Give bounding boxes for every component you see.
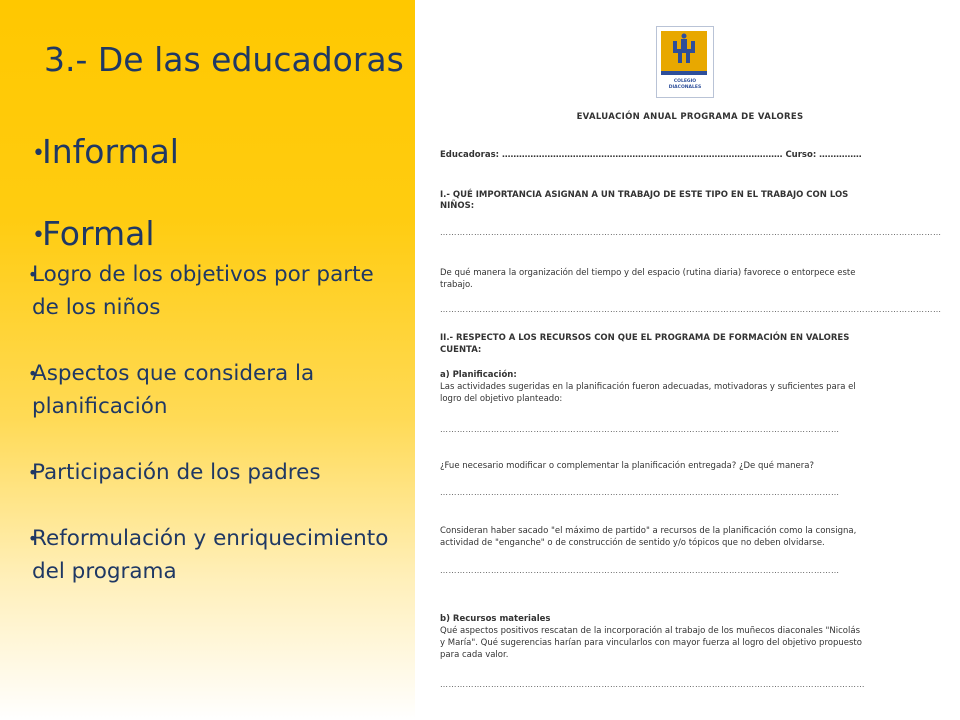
question-2a-3-line-2: actividad de "enganche" o de construcción de sentido y/o tópicos que no deben olvidarse. xyxy=(440,538,825,548)
question-2a-line-2: logro del objetivo planteado: xyxy=(440,394,563,404)
question-1-line-2: NIÑOS: xyxy=(440,201,475,211)
logo-emblem-icon xyxy=(661,31,707,73)
bullet-participacion xyxy=(32,456,407,489)
bullet-participacion-text: Participación de los padres xyxy=(32,460,321,485)
answer-dots-3: …………………………………………………………………………………………………………………………… xyxy=(440,425,840,434)
question-2-line-1: II.- RESPECTO A LOS RECURSOS CON QUE EL PROGRAMA DE FORMACIÓN EN VALORES xyxy=(440,333,850,343)
bullet-informal-text: Informal xyxy=(42,132,179,171)
school-logo xyxy=(656,26,714,98)
logo-stripe xyxy=(661,71,707,75)
question-2a-line-1: Las actividades sugeridas en la planificación fueron adecuadas, motivadoras y suficientes para el xyxy=(440,382,856,392)
bullet-aspectos-text: Aspectos que considera la planificación xyxy=(32,361,315,419)
document-title: EVALUACIÓN ANUAL PROGRAMA DE VALORES xyxy=(576,112,804,122)
question-2b-line-3: para cada valor. xyxy=(440,650,509,660)
bullet-logro xyxy=(32,258,407,324)
question-2a-heading: a) Planificación: xyxy=(440,370,517,380)
bullet-aspectos xyxy=(32,357,407,423)
answer-dots-4: …………………………………………………………………………………………………………………………… xyxy=(440,488,840,497)
answer-dots-1: …………………………………………………………………………………………………………………………………………………………… xyxy=(440,228,942,237)
question-2-line-2: CUENTA: xyxy=(440,345,482,355)
question-1b-line-2: trabajo. xyxy=(440,280,473,290)
question-2b-line-1: Qué aspectos positivos rescatan de la incorporación al trabajo de los muñecos diaconales "Nicolás xyxy=(440,626,861,636)
question-2b-heading: b) Recursos materiales xyxy=(440,614,551,624)
question-2b-line-2: y María". Qué sugerencias harían para vincularlos con mayor fuerza al logro del objetivo propuesto xyxy=(440,638,862,648)
question-2a-2: ¿Fue necesario modificar o complementar la planificación entregada? ¿De qué manera? xyxy=(440,461,814,471)
bullet-reformulacion xyxy=(32,522,407,588)
answer-dots-2: …………………………………………………………………………………………………………………………………………………………… xyxy=(440,305,942,314)
question-2a-3-line-1: Consideran haber sacado "el máximo de partido" a recursos de la planificación como la consigna, xyxy=(440,526,857,536)
bullet-informal xyxy=(32,130,407,174)
bullet-formal-text: Formal xyxy=(42,214,155,253)
scanned-evaluation-document xyxy=(430,18,950,698)
question-1b-line-1: De qué manera la organización del tiempo y del espacio (rutina diaria) favorece o entorpece este xyxy=(440,268,856,278)
bullet-formal xyxy=(32,212,407,256)
answer-dots-5: …………………………………………………………………………………………………………………………… xyxy=(440,566,840,575)
educadoras-line: Educadoras: ……………………………………………………………………………………… Curso: …………… xyxy=(440,150,862,160)
question-1-line-1: I.- QUÉ IMPORTANCIA ASIGNAN A UN TRABAJO DE ESTE TIPO EN EL TRABAJO CON LOS xyxy=(440,190,849,200)
logo-text: COLEGIO DIACONALES xyxy=(668,79,702,90)
bullet-logro-text: Logro de los objetivos por parte de los niños xyxy=(32,262,374,320)
bullet-list xyxy=(32,130,407,588)
answer-dots-6: …………………………………………………………………………………………………………………………………… xyxy=(440,680,865,689)
slide-title: 3.- De las educadoras xyxy=(44,40,404,79)
bullet-reformulacion-text: Reformulación y enriquecimiento del programa xyxy=(32,526,389,584)
